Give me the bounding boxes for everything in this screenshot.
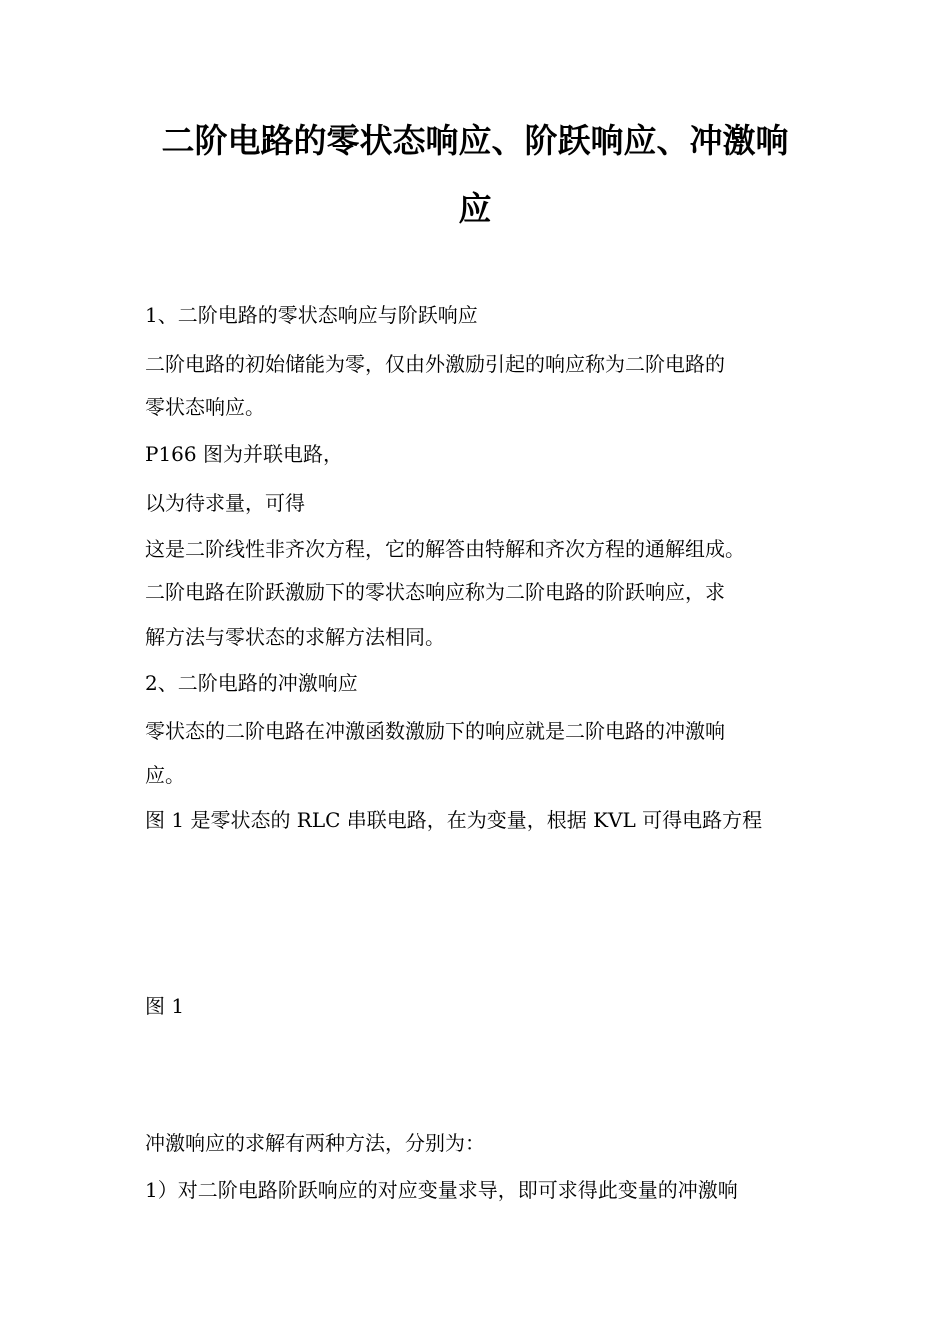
paragraph-line: 这是二阶线性非齐次方程，它的解答由特解和齐次方程的通解组成。	[145, 537, 745, 561]
paragraph-line: 零状态响应。	[145, 395, 265, 419]
paragraph-line: 1）对二阶电路阶跃响应的对应变量求导，即可求得此变量的冲激响	[145, 1178, 738, 1202]
paragraph-line: 二阶电路在阶跃激励下的零状态响应称为二阶电路的阶跃响应，求	[145, 580, 725, 604]
figure-caption: 图 1	[145, 994, 185, 1018]
paragraph-line: 图 1 是零状态的 RLC 串联电路，在为变量，根据 KVL 可得电路方程	[145, 808, 763, 832]
paragraph-line: 应。	[145, 763, 185, 787]
paragraph-line: 零状态的二阶电路在冲激函数激励下的响应就是二阶电路的冲激响	[145, 719, 725, 743]
paragraph-line: 冲激响应的求解有两种方法，分别为：	[145, 1131, 485, 1155]
document-title-line-2: 应	[458, 189, 492, 228]
paragraph-line: 二阶电路的初始储能为零，仅由外激励引起的响应称为二阶电路的	[145, 352, 725, 376]
section-heading-impulse: 2、二阶电路的冲激响应	[145, 671, 358, 695]
paragraph-line: 解方法与零状态的求解方法相同。	[145, 625, 445, 649]
document-title-line-1: 二阶电路的零状态响应、阶跃响应、冲激响	[161, 121, 789, 160]
paragraph-line: P166 图为并联电路，	[145, 442, 343, 466]
paragraph-line: 以为待求量，可得	[145, 491, 305, 515]
section-heading-zero-state-step: 1、二阶电路的零状态响应与阶跃响应	[145, 303, 478, 327]
